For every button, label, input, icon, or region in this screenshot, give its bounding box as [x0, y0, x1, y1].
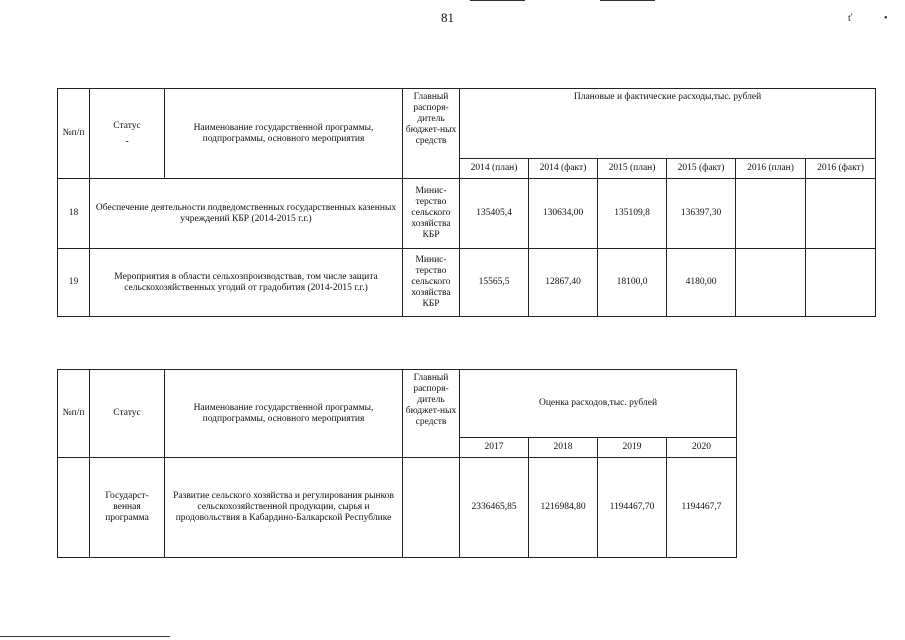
- row-value: 12867,40: [529, 249, 598, 317]
- header-year: 2017: [460, 438, 529, 458]
- right-margin-mark: ť: [848, 13, 853, 24]
- expenses-table-2014-2016: [57, 88, 876, 317]
- table-row: [58, 458, 737, 558]
- header-year: 2019: [598, 438, 667, 458]
- header-status: [90, 89, 165, 179]
- row-value: 4180,00: [667, 249, 736, 317]
- page-number: 81: [441, 10, 454, 25]
- row-value: 135109,8: [598, 179, 667, 249]
- row-value: 1194467,7: [667, 458, 737, 558]
- row-manager: Минис-терство сельского хозяйства КБР: [403, 249, 460, 317]
- row-value: 15565,5: [460, 249, 529, 317]
- table-row: [58, 249, 876, 317]
- row-value: [806, 249, 876, 317]
- header-manager: Главный распоря-дитель бюджет-ных средств: [403, 89, 460, 179]
- expenses-table-2017-2020: [57, 369, 737, 558]
- row-num: 18: [58, 179, 90, 249]
- header-year: 2016 (факт): [806, 159, 876, 179]
- row-value: 18100,0: [598, 249, 667, 317]
- row-status: Государст-венная программа: [90, 458, 165, 558]
- row-value: 1194467,70: [598, 458, 667, 558]
- table-header-row: [58, 370, 737, 438]
- header-status: Статус: [90, 370, 165, 458]
- row-num: [58, 458, 90, 558]
- table-header-row: [58, 89, 876, 159]
- header-year: 2018: [529, 438, 598, 458]
- scan-artifact-bottom-left: [0, 636, 170, 637]
- header-year: 2014 (план): [460, 159, 529, 179]
- header-estimate-group: Оценка расходов,тыс. рублей: [460, 370, 737, 438]
- row-value: [736, 179, 806, 249]
- row-value: [736, 249, 806, 317]
- row-value: 136397,30: [667, 179, 736, 249]
- header-manager: Главный распоря-дитель бюджет-ных средств: [403, 370, 460, 458]
- scan-artifact-top-right: [600, 0, 655, 1]
- row-value: 135405,4: [460, 179, 529, 249]
- row-value: 1216984,80: [529, 458, 598, 558]
- scan-artifact-top-left: [470, 0, 525, 1]
- header-year: 2020: [667, 438, 737, 458]
- header-year: 2015 (план): [598, 159, 667, 179]
- header-year: 2015 (факт): [667, 159, 736, 179]
- header-name: Наименование государственной программы, подпрограммы, основного мероприятия: [165, 370, 403, 458]
- header-num: №п/п: [58, 89, 90, 179]
- header-name: Наименование государственной программы, подпрограммы, основного мероприятия: [165, 89, 403, 179]
- header-status-mark: -: [125, 136, 129, 147]
- row-num: 19: [58, 249, 90, 317]
- row-value: [806, 179, 876, 249]
- row-manager: [403, 458, 460, 558]
- row-name: Обеспечение деятельности подведомственных государственных казенных учреждений КБР (2014-2015 г.г.): [90, 179, 403, 249]
- header-expenses-group: Плановые и фактические расходы,тыс. рублей: [460, 89, 876, 159]
- header-year: 2014 (факт): [529, 159, 598, 179]
- row-value: 2336465,85: [460, 458, 529, 558]
- table-row: [58, 179, 876, 249]
- row-name: Мероприятия в области сельхозпроизводствав, том числе защита сельскохозяйственных угодий от градобития (2014-2015 г.г.): [90, 249, 403, 317]
- right-margin-dot: •: [884, 13, 888, 24]
- header-year: 2016 (план): [736, 159, 806, 179]
- row-value: 130634,00: [529, 179, 598, 249]
- row-manager: Минис-терство сельского хозяйства КБР: [403, 179, 460, 249]
- row-name: Развитие сельского хозяйства и регулирования рынков сельскохозяйственной продукции, сырья и продовольствия в Кабардино-Балкарской Республике: [165, 458, 403, 558]
- header-status-label: Статус: [113, 121, 141, 131]
- header-num: №п/п: [58, 370, 90, 458]
